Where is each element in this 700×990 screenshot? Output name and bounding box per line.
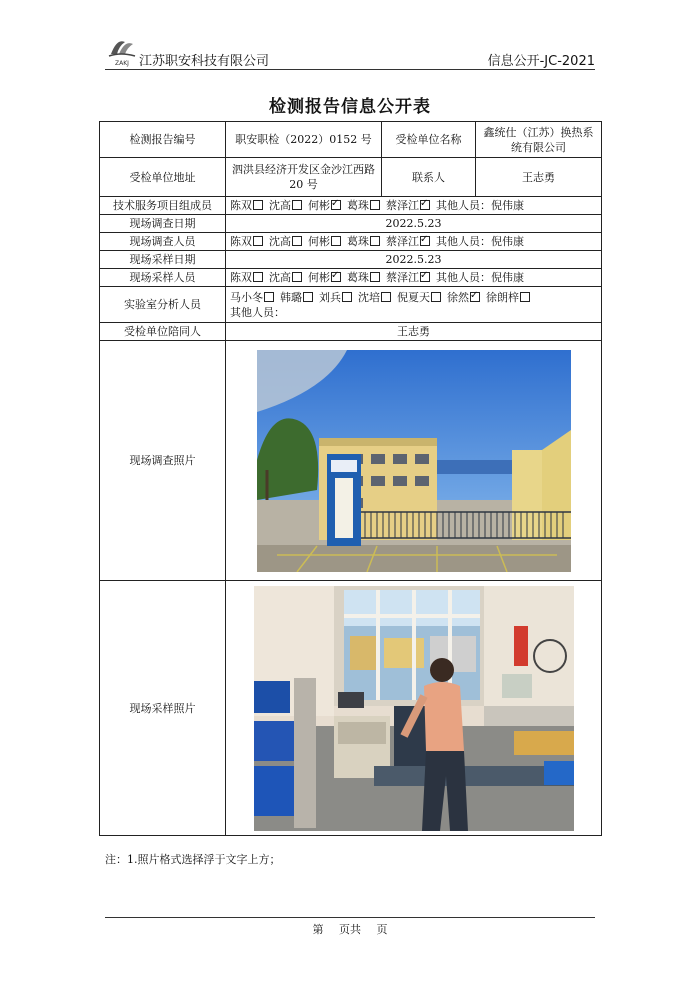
checkbox-checked — [420, 200, 430, 210]
sampling-date-label: 现场采样日期 — [100, 251, 226, 269]
others-prefix: 其他人员： — [436, 199, 491, 212]
survey-date-label: 现场调查日期 — [100, 215, 226, 233]
table-row — [100, 215, 602, 233]
sampling-photo-cell — [226, 581, 602, 836]
others-name: 倪伟康 — [491, 235, 524, 248]
sampling-date-value: 2022.5.23 — [226, 251, 602, 269]
staff-name: 何彬 — [308, 235, 330, 248]
staff-name: 葛珠 — [347, 235, 369, 248]
contact-value: 王志勇 — [476, 158, 602, 197]
lab-staff-members — [226, 287, 602, 323]
survey-photo-cell — [226, 341, 602, 581]
escort-value: 王志勇 — [226, 323, 602, 341]
sampling-photo — [254, 586, 574, 831]
staff-name: 葛珠 — [347, 199, 369, 212]
logo-text: ZAKJ — [115, 60, 129, 67]
client-name-value: 鑫统仕（江苏）换热系统有限公司 — [476, 122, 602, 158]
staff-name: 陈双 — [230, 199, 252, 212]
document-code: 信息公开-JC-2021 — [487, 54, 595, 69]
footnote: 注：1.照片格式选择浮于文字上方； — [105, 853, 281, 866]
staff-name: 沈培 — [358, 290, 380, 304]
checkbox-unchecked — [253, 236, 263, 246]
table-row — [100, 158, 602, 197]
staff-name: 葛珠 — [347, 271, 369, 284]
checkbox-unchecked — [253, 200, 263, 210]
others-prefix: 其他人员： — [436, 271, 491, 284]
staff-name: 沈高 — [269, 199, 291, 212]
info-table — [99, 121, 602, 836]
table-row — [100, 197, 602, 215]
checkbox-checked — [331, 200, 341, 210]
checkbox-unchecked — [331, 236, 341, 246]
checkbox-checked — [331, 272, 341, 282]
staff-name: 韩璐 — [280, 290, 302, 304]
others-prefix: 其他人员： — [436, 235, 491, 248]
checkbox-checked — [470, 292, 480, 302]
checkbox-unchecked — [264, 292, 274, 302]
checkbox-checked — [420, 236, 430, 246]
address-value: 泗洪县经济开发区金沙江西路 20 号 — [226, 158, 382, 197]
table-row — [100, 269, 602, 287]
company-name: 江苏职安科技有限公司 — [139, 54, 270, 69]
escort-label: 受检单位陪同人 — [100, 323, 226, 341]
lab-staff-label: 实验室分析人员 — [100, 287, 226, 323]
report-no-value: 职安职检（2022）0152 号 — [226, 122, 382, 158]
page-header — [105, 32, 595, 70]
lab-staff-line — [230, 290, 597, 305]
sampling-photo-label: 现场采样照片 — [100, 581, 226, 836]
tech-team-label: 技术服务项目组成员 — [100, 197, 226, 215]
staff-name: 沈高 — [269, 271, 291, 284]
page-title: 检测报告信息公开表 — [269, 97, 431, 117]
checkbox-unchecked — [292, 272, 302, 282]
client-label: 受检单位名称 — [382, 122, 476, 158]
checkbox-unchecked — [370, 236, 380, 246]
survey-photo-label: 现场调查照片 — [100, 341, 226, 581]
checkbox-unchecked — [381, 292, 391, 302]
tech-team-members — [226, 197, 602, 215]
table-row — [100, 122, 602, 158]
footer-rule — [105, 917, 595, 918]
footer-page-suffix: 页 — [376, 923, 388, 936]
staff-name: 蔡泽江 — [386, 235, 419, 248]
staff-name: 马小冬 — [230, 290, 263, 304]
staff-name: 何彬 — [308, 271, 330, 284]
table-row — [100, 233, 602, 251]
company-logo-icon — [105, 34, 139, 68]
footer-page-prefix: 第 — [312, 923, 324, 936]
survey-staff-members — [226, 233, 602, 251]
staff-name: 徐朗梓 — [486, 290, 519, 304]
sampling-staff-label: 现场采样人员 — [100, 269, 226, 287]
staff-name: 蔡泽江 — [386, 271, 419, 284]
page-footer — [0, 921, 700, 937]
checkbox-unchecked — [431, 292, 441, 302]
sampling-staff-members — [226, 269, 602, 287]
staff-name: 陈双 — [230, 235, 252, 248]
staff-name: 何彬 — [308, 199, 330, 212]
staff-name: 倪夏天 — [397, 290, 430, 304]
survey-date-value: 2022.5.23 — [226, 215, 602, 233]
checkbox-unchecked — [342, 292, 352, 302]
checkbox-checked — [420, 272, 430, 282]
staff-name: 刘兵 — [319, 290, 341, 304]
checkbox-unchecked — [292, 236, 302, 246]
table-row — [100, 341, 602, 581]
table-row — [100, 323, 602, 341]
address-label: 受检单位地址 — [100, 158, 226, 197]
checkbox-unchecked — [520, 292, 530, 302]
contact-label: 联系人 — [382, 158, 476, 197]
header-rule — [105, 69, 595, 70]
survey-staff-label: 现场调查人员 — [100, 233, 226, 251]
checkbox-unchecked — [253, 272, 263, 282]
survey-photo — [257, 350, 571, 572]
staff-name: 陈双 — [230, 271, 252, 284]
checkbox-unchecked — [303, 292, 313, 302]
lab-others: 其他人员： — [230, 305, 285, 319]
checkbox-unchecked — [292, 200, 302, 210]
report-no-label: 检测报告编号 — [100, 122, 226, 158]
footer-page-middle: 页共 — [339, 923, 361, 936]
others-name: 倪伟康 — [491, 271, 524, 284]
checkbox-unchecked — [370, 200, 380, 210]
others-name: 倪伟康 — [491, 199, 524, 212]
table-row — [100, 251, 602, 269]
table-row — [100, 287, 602, 323]
staff-name: 沈高 — [269, 235, 291, 248]
staff-name: 蔡泽江 — [386, 199, 419, 212]
table-row — [100, 581, 602, 836]
checkbox-unchecked — [370, 272, 380, 282]
staff-name: 徐然 — [447, 290, 469, 304]
